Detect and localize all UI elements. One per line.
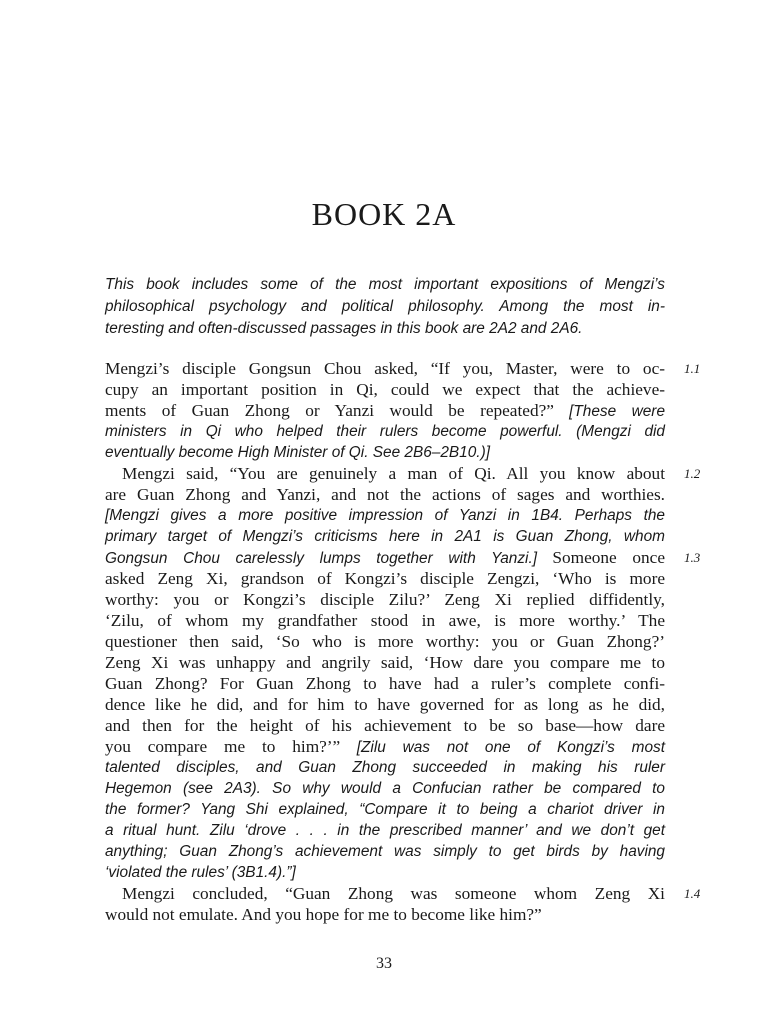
mixed-line bbox=[105, 736, 665, 757]
intro-line: teresting and often-discussed passages in this book are 2A2 and 2A6. bbox=[105, 320, 583, 337]
passage-line: Mengzi concluded, “Guan Zhong was someone whom Zeng Xi bbox=[122, 884, 665, 903]
chapter-title: BOOK 2A bbox=[311, 196, 457, 232]
intro-line: philosophical psychology and political philosophy. Among the most in- bbox=[105, 298, 665, 315]
mixed-line bbox=[105, 547, 665, 568]
passage-text: you compare me to him?’” bbox=[105, 737, 341, 756]
passage-line: worthy: you or Kongzi’s disciple Zilu?’ Zeng Xi replied diffidently, bbox=[105, 590, 665, 609]
passage-line: Mengzi said, “You are genuinely a man of Qi. All you know about bbox=[122, 464, 665, 483]
commentary-line: talented disciples, and Guan Zhong succeeded in making his ruler bbox=[105, 759, 665, 776]
passage-line: Zeng Xi was unhappy and angrily said, ‘How dare you compare me to bbox=[105, 653, 665, 672]
passage-line: Mengzi’s disciple Gongsun Chou asked, “If you, Master, were to oc- bbox=[105, 359, 665, 378]
passage-text: Someone once bbox=[552, 548, 665, 567]
passage-line: would not emulate. And you hope for me to become like him?” bbox=[105, 905, 542, 924]
commentary-line: a ritual hunt. Zilu ‘drove . . . in the prescribed manner’ and we don’t get bbox=[105, 822, 665, 839]
passage-line: and then for the height of his achievement to be so base—how dare bbox=[105, 716, 665, 735]
commentary-line: ministers in Qi who helped their rulers become powerful. (Mengzi did bbox=[105, 423, 665, 440]
commentary-line: Hegemon (see 2A3). So why would a Confucian rather be compared to bbox=[105, 780, 665, 797]
page-number: 33 bbox=[376, 955, 392, 972]
commentary-line: ‘violated the rules’ (3B1.4).”] bbox=[105, 864, 296, 881]
commentary-text: Gongsun Chou carelessly lumps together with Yanzi.] bbox=[105, 550, 538, 567]
commentary-text: [These were bbox=[569, 403, 665, 420]
section-marker: 1.3 bbox=[684, 550, 701, 565]
intro-line: This book includes some of the most important expositions of Mengzi’s bbox=[105, 276, 665, 293]
passage-line: dence like he did, and for him to have governed for as long as he did, bbox=[105, 695, 665, 714]
commentary-line: primary target of Mengzi’s criticisms here in 2A1 is Guan Zhong, whom bbox=[105, 528, 665, 545]
passage-line: cupy an important position in Qi, could we expect that the achieve- bbox=[105, 380, 665, 399]
commentary-line: anything; Guan Zhong’s achievement was simply to get birds by having bbox=[105, 843, 665, 860]
passage-line: ‘Zilu, of whom my grandfather stood in awe, is more worthy.’ The bbox=[105, 611, 665, 630]
passage-line: questioner then said, ‘So who is more worthy: you or Guan Zhong?’ bbox=[105, 632, 665, 651]
section-marker: 1.1 bbox=[684, 361, 701, 376]
passage-line: asked Zeng Xi, grandson of Kongzi’s disciple Zengzi, ‘Who is more bbox=[105, 569, 665, 588]
mixed-line bbox=[105, 400, 665, 421]
section-marker: 1.2 bbox=[684, 466, 701, 481]
passage-line: are Guan Zhong and Yanzi, and not the actions of sages and worthies. bbox=[105, 485, 665, 504]
commentary-text: [Zilu was not one of Kongzi’s most bbox=[356, 739, 665, 756]
commentary-line: [Mengzi gives a more positive impression of Yanzi in 1B4. Perhaps the bbox=[105, 507, 665, 524]
passage-line: Guan Zhong? For Guan Zhong to have had a ruler’s complete confi- bbox=[105, 674, 665, 693]
section-marker: 1.4 bbox=[684, 886, 701, 901]
commentary-line: the former? Yang Shi explained, “Compare it to being a chariot driver in bbox=[105, 801, 665, 818]
commentary-line: eventually become High Minister of Qi. See 2B6–2B10.)] bbox=[105, 444, 490, 461]
passage-text: ments of Guan Zhong or Yanzi would be repeated?” bbox=[105, 401, 554, 420]
